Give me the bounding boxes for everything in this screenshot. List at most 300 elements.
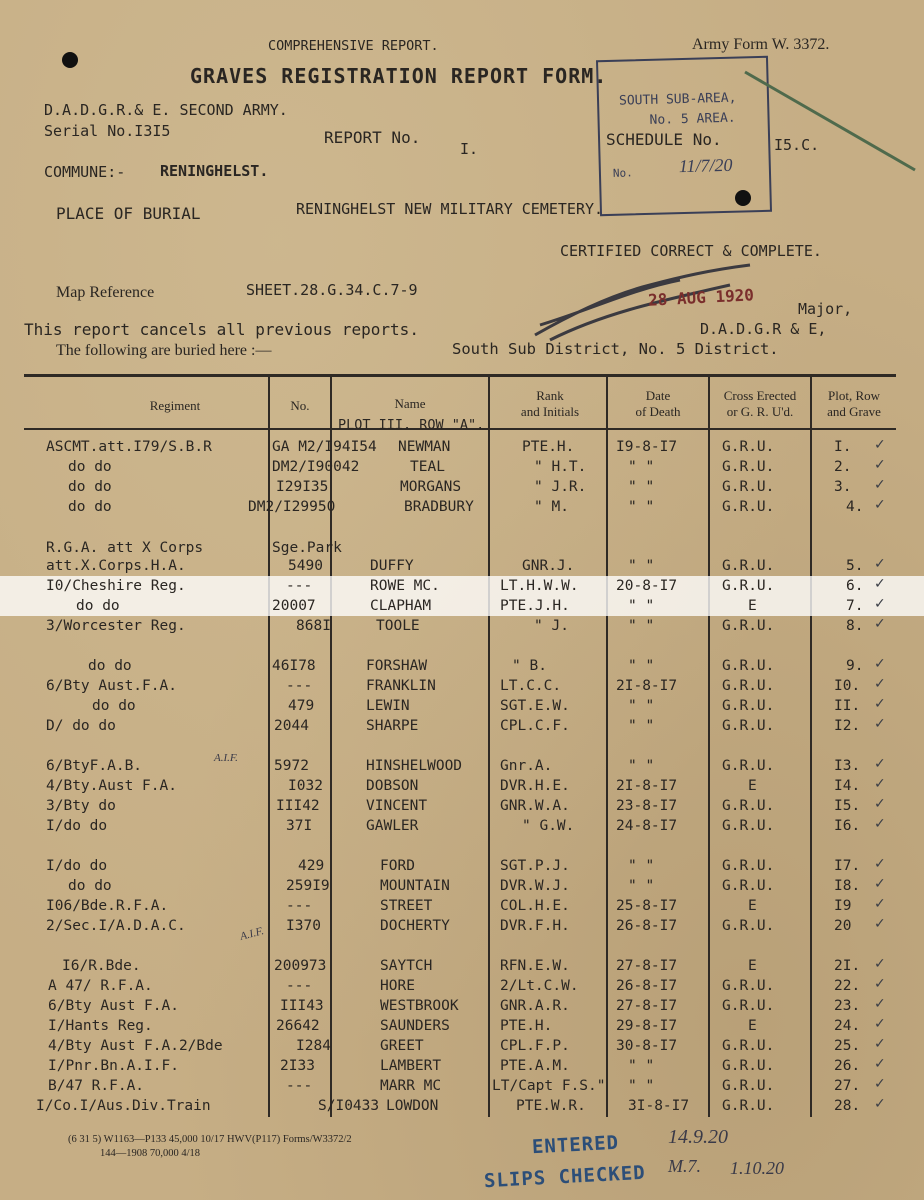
regiment-cell: B/47 R.F.A. <box>48 1078 145 1094</box>
plot-cell: 8. <box>846 618 864 634</box>
date-cell: " " <box>628 758 655 774</box>
schedule-label: SCHEDULE No. <box>606 130 722 149</box>
name-cell: MOUNTAIN <box>380 878 450 894</box>
rank-cell: " J.R. <box>534 479 587 495</box>
commune-label: COMMUNE:- <box>44 163 126 181</box>
plot-cell: 5. <box>846 558 864 574</box>
date-cell: " " <box>628 459 655 475</box>
regiment-cell: I/do do <box>46 818 108 834</box>
plot-cell: I0. <box>834 678 861 694</box>
regiment-cell: att.X.Corps.H.A. <box>46 558 186 574</box>
rank-cell: " B. <box>512 658 547 674</box>
table-row <box>0 876 924 896</box>
name-cell: NEWMAN <box>398 439 451 455</box>
regiment-cell: do do <box>68 499 112 515</box>
table-row <box>0 856 924 876</box>
rank-cell: COL.H.E. <box>500 898 570 914</box>
place-of-burial-value: RENINGHELST NEW MILITARY CEMETERY. <box>296 200 604 218</box>
cross-cell: G.R.U. <box>722 978 775 994</box>
cross-cell: G.R.U. <box>722 858 775 874</box>
cross-cell: G.R.U. <box>722 678 775 694</box>
number-cell: 479 <box>288 698 315 714</box>
col-header-plot <box>812 388 896 420</box>
regiment-cell: I/Hants Reg. <box>48 1018 153 1034</box>
date-cell: " " <box>628 658 655 674</box>
table-row <box>0 716 924 736</box>
cross-cell: G.R.U. <box>722 1038 775 1054</box>
plot-cell: 28. <box>834 1098 861 1114</box>
name-cell: LEWIN <box>366 698 410 714</box>
plot-cell: 22. <box>834 978 861 994</box>
number-cell: Sge.Park <box>272 540 342 556</box>
rank-cell: GNR.J. <box>522 558 575 574</box>
area-stamp-line2: No. 5 AREA. <box>649 110 736 128</box>
rank-cell: PTE.H. <box>500 1018 553 1034</box>
rank-cell: LT.C.C. <box>500 678 562 694</box>
table-row <box>0 1036 924 1056</box>
cross-cell: G.R.U. <box>722 818 775 834</box>
print-reference-line2: 144—1908 70,000 4/18 <box>100 1148 201 1159</box>
rank-cell: DVR.H.E. <box>500 778 570 794</box>
table-row <box>0 956 924 976</box>
name-cell: TEAL <box>410 459 445 475</box>
cross-cell: G.R.U. <box>722 578 775 594</box>
date-cell: 20-8-I7 <box>616 578 678 594</box>
rank-cell: DVR.F.H. <box>500 918 570 934</box>
table-row <box>0 776 924 796</box>
table-row <box>0 696 924 716</box>
rank-cell: CPL.F.P. <box>500 1038 570 1054</box>
rank-cell: GNR.W.A. <box>500 798 570 814</box>
number-cell: 2044 <box>274 718 309 734</box>
col-header-plot-line1: Plot, Row <box>827 388 880 403</box>
name-cell: LAMBERT <box>380 1058 442 1074</box>
table-row <box>0 756 924 776</box>
commune-value: RENINGHELST. <box>160 162 269 180</box>
name-cell: HINSHELWOOD <box>366 758 463 774</box>
date-cell: " " <box>628 499 655 515</box>
check-mark-icon: ✓ <box>874 596 886 612</box>
name-cell: TOOLE <box>376 618 420 634</box>
regiment-cell: 6/Bty Aust.F.A. <box>46 678 177 694</box>
regiment-cell: do do <box>76 598 120 614</box>
regiment-cell: I/Co.I/Aus.Div.Train <box>36 1098 211 1114</box>
cross-cell: G.R.U. <box>722 459 775 475</box>
slips-checked-date: 1.10.20 <box>730 1158 784 1178</box>
regiment-cell: 3/Worcester Reg. <box>46 618 186 634</box>
rank-cell: SGT.E.W. <box>500 698 570 714</box>
rank-cell: PTE.W.R. <box>516 1098 586 1114</box>
cross-cell: G.R.U. <box>722 1058 775 1074</box>
regiment-cell: A 47/ R.F.A. <box>48 978 153 994</box>
rank-cell: 2/Lt.C.W. <box>500 978 579 994</box>
name-cell: GREET <box>380 1038 424 1054</box>
number-cell: 200973 <box>274 958 327 974</box>
table-row <box>0 1076 924 1096</box>
date-cell: " " <box>628 718 655 734</box>
table-row <box>0 556 924 576</box>
plot-cell: 20 <box>834 918 852 934</box>
table-row <box>0 816 924 836</box>
cross-cell: G.R.U. <box>722 918 775 934</box>
table-row <box>0 656 924 676</box>
plot-cell: 6. <box>846 578 864 594</box>
number-cell: 20007 <box>272 598 316 614</box>
col-header-cross-line2: or G. R. U'd. <box>726 404 794 419</box>
plot-cell: I8. <box>834 878 861 894</box>
date-cell: 24-8-I7 <box>616 818 678 834</box>
regiment-cell: R.G.A. att X Corps <box>46 540 204 556</box>
cross-cell: G.R.U. <box>722 479 775 495</box>
name-cell: BRADBURY <box>404 499 474 515</box>
name-cell: GAWLER <box>366 818 419 834</box>
rank-cell: PTE.H. <box>522 439 575 455</box>
name-cell: FRANKLIN <box>366 678 436 694</box>
regiment-cell: do do <box>68 479 112 495</box>
table-row <box>0 538 924 558</box>
plot-cell: I. <box>834 439 852 455</box>
plot-cell: I4. <box>834 778 861 794</box>
rank-cell: SGT.P.J. <box>500 858 570 874</box>
number-cell: 868I <box>296 618 331 634</box>
col-header-date-line1: Date <box>645 388 671 403</box>
rank-cell: PTE.A.M. <box>500 1058 570 1074</box>
plot-cell: 4. <box>846 499 864 515</box>
cross-cell: G.R.U. <box>722 1098 775 1114</box>
cross-cell: E <box>748 1018 757 1034</box>
regiment-cell: I6/R.Bde. <box>62 958 141 974</box>
army-form-number: Army Form W. 3372. <box>692 36 830 53</box>
rank-cell: " G.W. <box>522 818 575 834</box>
table-row <box>0 457 924 477</box>
rank-cell: RFN.E.W. <box>500 958 570 974</box>
buried-here-note: The following are buried here :— <box>56 342 272 359</box>
table-row <box>0 1096 924 1116</box>
check-mark-icon: ✓ <box>874 676 886 692</box>
check-mark-icon: ✓ <box>874 616 886 632</box>
signer-district: South Sub District, No. 5 District. <box>452 340 779 358</box>
rank-cell: " H.T. <box>534 459 587 475</box>
regiment-cell: do do <box>88 658 132 674</box>
plot-cell: I7. <box>834 858 861 874</box>
number-cell: S/I0433 <box>318 1098 380 1114</box>
regiment-cell: D/ do do <box>46 718 116 734</box>
name-cell: ROWE MC. <box>370 578 440 594</box>
number-cell: GA M2/I94I54 <box>272 439 377 455</box>
col-header-no: No. <box>290 398 310 413</box>
col-header-regiment: Regiment <box>149 398 201 413</box>
name-cell: MORGANS <box>400 479 462 495</box>
number-cell: I29I35 <box>276 479 329 495</box>
cross-cell: E <box>748 778 757 794</box>
check-mark-icon: ✓ <box>874 796 886 812</box>
check-mark-icon: ✓ <box>874 1016 886 1032</box>
date-cell: " " <box>628 1058 655 1074</box>
cross-cell: E <box>748 898 757 914</box>
date-received-stamp: 28 AUG 1920 <box>647 285 755 310</box>
regiment-cell: do do <box>68 878 112 894</box>
number-cell: 429 <box>298 858 325 874</box>
col-header-cross <box>710 388 810 420</box>
number-cell: III43 <box>280 998 324 1014</box>
check-mark-icon: ✓ <box>874 656 886 672</box>
date-cell: 30-8-I7 <box>616 1038 678 1054</box>
number-cell: I032 <box>288 778 323 794</box>
green-pencil-stroke <box>740 60 920 180</box>
cross-cell: G.R.U. <box>722 439 775 455</box>
table-row <box>0 437 924 457</box>
number-cell: --- <box>286 1078 313 1094</box>
name-cell: SAUNDERS <box>380 1018 450 1034</box>
plot-cell: 9. <box>846 658 864 674</box>
date-cell: 23-8-I7 <box>616 798 678 814</box>
checked-initials: M.7. <box>668 1156 701 1176</box>
plot-row-label: PLOT III. ROW "A". <box>338 417 485 433</box>
name-cell: SHARPE <box>366 718 419 734</box>
regiment-cell: I06/Bde.R.F.A. <box>46 898 169 914</box>
number-cell: III42 <box>276 798 320 814</box>
check-mark-icon: ✓ <box>874 716 886 732</box>
col-header-cross-line1: Cross Erected <box>723 388 797 403</box>
date-cell: " " <box>628 558 655 574</box>
table-row <box>0 1056 924 1076</box>
rank-cell: Gnr.A. <box>500 758 553 774</box>
regiment-cell: 6/Bty Aust F.A. <box>48 998 179 1014</box>
check-mark-icon: ✓ <box>874 776 886 792</box>
col-header-plot-line2: and Grave <box>827 404 881 419</box>
check-mark-icon: ✓ <box>874 1096 886 1112</box>
name-cell: HORE <box>380 978 415 994</box>
plot-cell: 26. <box>834 1058 861 1074</box>
check-mark-icon: ✓ <box>874 437 886 453</box>
cross-cell: G.R.U. <box>722 718 775 734</box>
regiment-cell: do do <box>92 698 136 714</box>
regiment-cell: I0/Cheshire Reg. <box>46 578 186 594</box>
plot-cell: I2. <box>834 718 861 734</box>
entered-stamp: ENTERED <box>531 1131 620 1159</box>
regiment-cell: 3/Bty do <box>46 798 116 814</box>
check-mark-icon: ✓ <box>874 1076 886 1092</box>
cross-cell: G.R.U. <box>722 1078 775 1094</box>
cancels-note: This report cancels all previous reports. <box>24 320 419 339</box>
punch-hole <box>62 52 78 68</box>
date-cell: 2I-8-I7 <box>616 678 678 694</box>
table-row <box>0 996 924 1016</box>
name-cell: MARR MC <box>380 1078 442 1094</box>
col-header-date-line2: of Death <box>635 404 681 419</box>
plot-cell: I9 <box>834 898 852 914</box>
report-number-value: I. <box>460 140 479 158</box>
check-mark-icon: ✓ <box>874 816 886 832</box>
signer-title: D.A.D.G.R & E, <box>700 320 827 338</box>
plot-cell: 3. <box>834 479 852 495</box>
regiment-cell: I/do do <box>46 858 108 874</box>
print-reference-line1: (6 31 5) W1163—P133 45,000 10/17 HWV(P117) Forms/W3372/2 <box>68 1134 352 1145</box>
name-cell: SAYTCH <box>380 958 433 974</box>
check-mark-icon: ✓ <box>874 856 886 872</box>
certified-correct: CERTIFIED CORRECT & COMPLETE. <box>560 242 822 260</box>
table-row <box>0 976 924 996</box>
number-cell: DM2/I90042 <box>272 459 360 475</box>
map-reference-value: SHEET.28.G.34.C.7-9 <box>246 281 418 299</box>
date-cell: " " <box>628 618 655 634</box>
table-row <box>0 916 924 936</box>
date-cell: " " <box>628 598 655 614</box>
date-cell: 29-8-I7 <box>616 1018 678 1034</box>
date-cell: I9-8-I7 <box>616 439 678 455</box>
plot-cell: I5. <box>834 798 861 814</box>
number-cell: --- <box>286 578 313 594</box>
table-row <box>0 896 924 916</box>
rank-cell: LT/Capt F.S." <box>492 1078 606 1094</box>
form-title: GRAVES REGISTRATION REPORT FORM. <box>190 64 608 88</box>
name-cell: DOCHERTY <box>380 918 450 934</box>
plot-cell: 2I. <box>834 958 861 974</box>
regiment-cell: 6/BtyF.A.B. <box>46 758 143 774</box>
name-cell: WESTBROOK <box>380 998 459 1014</box>
table-row <box>0 616 924 636</box>
rank-cell: CPL.C.F. <box>500 718 570 734</box>
regiment-cell: 2/Sec.I/A.D.A.C. <box>46 918 186 934</box>
slips-checked-stamp: SLIPS CHECKED <box>483 1161 647 1193</box>
check-mark-icon: ✓ <box>874 696 886 712</box>
name-cell: CLAPHAM <box>370 598 432 614</box>
cross-cell: E <box>748 958 757 974</box>
date-cell: 25-8-I7 <box>616 898 678 914</box>
rank-cell: " M. <box>534 499 569 515</box>
rank-cell: LT.H.W.W. <box>500 578 579 594</box>
check-mark-icon: ✓ <box>874 477 886 493</box>
name-cell: VINCENT <box>366 798 428 814</box>
number-cell: I370 <box>286 918 321 934</box>
check-mark-icon: ✓ <box>874 1056 886 1072</box>
check-mark-icon: ✓ <box>874 876 886 892</box>
date-cell: 27-8-I7 <box>616 998 678 1014</box>
plot-cell: 27. <box>834 1078 861 1094</box>
handwritten-aif-note: A.I.F. <box>238 925 266 943</box>
regiment-cell: I/Pnr.Bn.A.I.F. <box>48 1058 179 1074</box>
plot-cell: 2. <box>834 459 852 475</box>
serial-number: Serial No.I3I5 <box>44 122 171 140</box>
date-cell: 26-8-I7 <box>616 978 678 994</box>
plot-cell: 7. <box>846 598 864 614</box>
area-stamp-line1: SOUTH SUB-AREA, <box>618 90 737 109</box>
cross-cell: G.R.U. <box>722 878 775 894</box>
plot-cell: I6. <box>834 818 861 834</box>
cross-cell: G.R.U. <box>722 798 775 814</box>
number-cell: 5972 <box>274 758 309 774</box>
table-row <box>0 477 924 497</box>
col-header-name: Name <box>394 396 426 411</box>
date-cell: " " <box>628 479 655 495</box>
col-header-rank-line1: Rank <box>536 388 564 403</box>
report-number-label: REPORT No. <box>324 128 421 147</box>
cross-cell: G.R.U. <box>722 618 775 634</box>
place-of-burial-label: PLACE OF BURIAL <box>56 204 201 223</box>
table-row <box>0 497 924 517</box>
plot-cell: II. <box>834 698 861 714</box>
number-cell: --- <box>286 678 313 694</box>
check-mark-icon: ✓ <box>874 756 886 772</box>
regiment-cell: 4/Bty Aust F.A.2/Bde <box>48 1038 223 1054</box>
check-mark-icon: ✓ <box>874 556 886 572</box>
cross-cell: G.R.U. <box>722 658 775 674</box>
check-mark-icon: ✓ <box>874 976 886 992</box>
date-cell: " " <box>628 1078 655 1094</box>
number-cell: I284 <box>296 1038 331 1054</box>
unit-label: D.A.D.G.R.& E. SECOND ARMY. <box>44 101 288 119</box>
area-stamp-date: 11/7/20 <box>678 154 733 177</box>
plot-cell: 23. <box>834 998 861 1014</box>
cross-cell: G.R.U. <box>722 698 775 714</box>
check-mark-icon: ✓ <box>874 576 886 592</box>
col-header-rank <box>500 388 600 420</box>
number-cell: 2I33 <box>280 1058 315 1074</box>
number-cell: 5490 <box>288 558 323 574</box>
name-cell: STREET <box>380 898 433 914</box>
map-reference-label: Map Reference <box>56 284 155 301</box>
check-mark-icon: ✓ <box>874 1036 886 1052</box>
cross-cell: G.R.U. <box>722 758 775 774</box>
date-cell: " " <box>628 878 655 894</box>
area-stamp-no-label: No. <box>612 166 633 180</box>
rank-cell: DVR.W.J. <box>500 878 570 894</box>
name-cell: FORSHAW <box>366 658 428 674</box>
date-cell: " " <box>628 858 655 874</box>
table-row <box>0 676 924 696</box>
cross-cell: E <box>748 598 757 614</box>
handwritten-aif-note: A.I.F. <box>214 752 238 764</box>
regiment-cell: 4/Bty.Aust F.A. <box>46 778 177 794</box>
date-cell: 26-8-I7 <box>616 918 678 934</box>
rank-cell: " J. <box>534 618 569 634</box>
name-cell: FORD <box>380 858 415 874</box>
date-cell: 2I-8-I7 <box>616 778 678 794</box>
table-row-highlighted <box>0 596 924 616</box>
check-mark-icon: ✓ <box>874 996 886 1012</box>
number-cell: 37I <box>286 818 313 834</box>
regiment-cell: do do <box>68 459 112 475</box>
rank-cell: PTE.J.H. <box>500 598 570 614</box>
plot-cell: 25. <box>834 1038 861 1054</box>
cross-cell: G.R.U. <box>722 998 775 1014</box>
plot-cell: 24. <box>834 1018 861 1034</box>
comprehensive-report-label: COMPREHENSIVE REPORT. <box>268 38 439 54</box>
number-cell: --- <box>286 898 313 914</box>
signer-rank: Major, <box>798 300 853 318</box>
regiment-cell: ASCMT.att.I79/S.B.R <box>46 439 212 455</box>
col-header-rank-line2: and Initials <box>520 404 580 419</box>
check-mark-icon: ✓ <box>874 457 886 473</box>
name-cell: DOBSON <box>366 778 419 794</box>
schedule-number: I5.C. <box>774 136 820 154</box>
date-cell: 3I-8-I7 <box>628 1098 690 1114</box>
number-cell: 26642 <box>276 1018 320 1034</box>
plot-cell: I3. <box>834 758 861 774</box>
col-header-date <box>612 388 704 420</box>
number-cell: --- <box>286 978 313 994</box>
rank-cell: GNR.A.R. <box>500 998 570 1014</box>
table-row <box>0 796 924 816</box>
name-cell: LOWDON <box>386 1098 439 1114</box>
date-cell: " " <box>628 698 655 714</box>
check-mark-icon: ✓ <box>874 956 886 972</box>
name-cell: DUFFY <box>370 558 414 574</box>
check-mark-icon: ✓ <box>874 916 886 932</box>
table-top-rule <box>24 374 896 377</box>
table-row-highlighted <box>0 576 924 596</box>
number-cell: 46I78 <box>272 658 316 674</box>
